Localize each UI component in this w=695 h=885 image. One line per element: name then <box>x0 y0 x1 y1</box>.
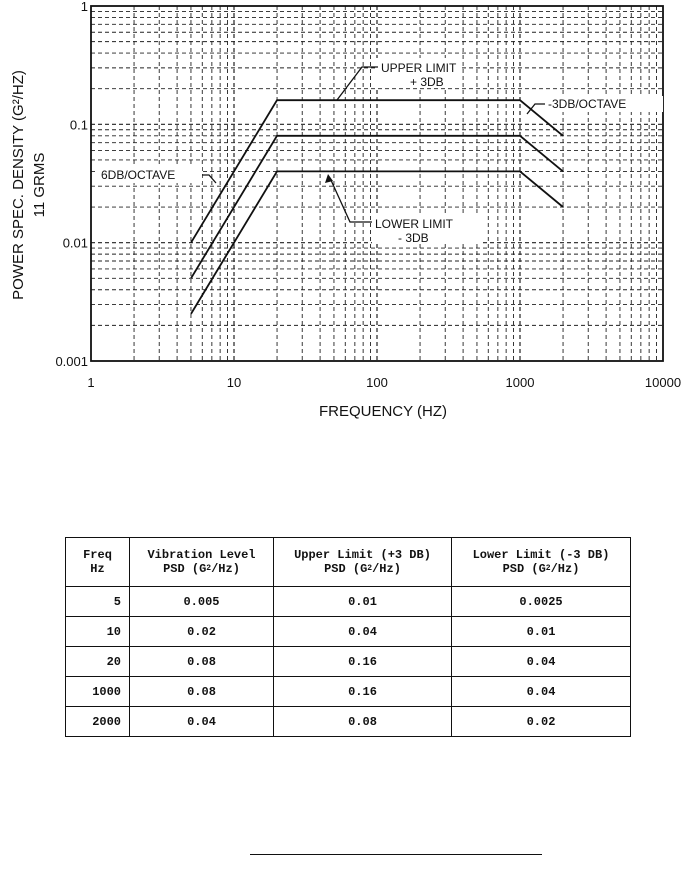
cell-upper: 0.08 <box>274 707 452 737</box>
cell-upper: 0.04 <box>274 617 452 647</box>
psd-chart <box>0 0 695 440</box>
y-axis-sublabel: 11 GRMS <box>31 152 48 218</box>
header-unit-sup: 2 <box>367 564 373 573</box>
header-label: Upper Limit (+3 DB) <box>294 548 431 562</box>
header-upper-limit <box>274 538 452 587</box>
cell-freq: 2000 <box>66 707 130 737</box>
table-row <box>66 677 631 707</box>
table-header-row <box>66 538 631 587</box>
cell-upper: 0.16 <box>274 677 452 707</box>
header-unit: PSD (G <box>324 562 368 576</box>
y-axis-label: POWER SPEC. DENSITY (G²/HZ) <box>10 70 27 300</box>
header-unit: PSD (G <box>163 562 207 576</box>
cell-vibration: 0.04 <box>130 707 274 737</box>
annotation-upper-limit-db: + 3DB <box>410 75 444 89</box>
cell-freq: 20 <box>66 647 130 677</box>
header-unit-sup: 2 <box>206 564 212 573</box>
x-axis-label: FREQUENCY (HZ) <box>318 403 448 420</box>
annotation-minus3db-octave: -3DB/OCTAVE <box>548 97 627 111</box>
table-row <box>66 587 631 617</box>
annotation-lower-leader <box>330 178 372 222</box>
annotation-6db-octave: 6DB/OCTAVE <box>101 168 176 182</box>
cell-lower: 0.04 <box>452 677 631 707</box>
header-label: Vibration Level <box>147 548 256 562</box>
cell-freq: 10 <box>66 617 130 647</box>
header-unit: PSD (G <box>502 562 546 576</box>
y-tick-label: 1 <box>80 0 88 14</box>
cell-upper: 0.01 <box>274 587 452 617</box>
cell-upper: 0.16 <box>274 647 452 677</box>
y-tick-label: 0.01 <box>62 235 88 251</box>
header-label: Lower Limit (-3 DB) <box>472 548 610 562</box>
cell-vibration: 0.08 <box>130 677 274 707</box>
y-axis-label-group <box>10 70 27 300</box>
table-row <box>66 647 631 677</box>
tick-labels <box>55 0 681 390</box>
header-lower-limit <box>452 538 631 587</box>
footer-rule <box>250 854 542 855</box>
cell-lower: 0.02 <box>452 707 631 737</box>
header-unit: Hz <box>90 562 105 576</box>
header-unit: /Hz) <box>372 562 401 576</box>
chart-annotations <box>98 58 663 245</box>
header-unit-sup: 2 <box>545 564 551 573</box>
y-tick-label: 0.1 <box>69 117 88 133</box>
x-tick-label: 100 <box>366 375 388 390</box>
y-axis-sublabel-group <box>31 153 48 218</box>
annotation-lower-limit: LOWER LIMIT <box>375 217 454 231</box>
x-tick-label: 10000 <box>644 375 682 390</box>
cell-freq: 5 <box>66 587 130 617</box>
annotation-lower-limit-db: - 3DB <box>398 231 429 245</box>
annotation-upper-limit: UPPER LIMIT <box>381 61 457 75</box>
cell-vibration: 0.02 <box>130 617 274 647</box>
table-row <box>66 617 631 647</box>
header-vibration-level <box>130 538 274 587</box>
header-unit: /Hz) <box>211 562 240 576</box>
cell-lower: 0.04 <box>452 647 631 677</box>
header-unit: /Hz) <box>550 562 580 576</box>
cell-vibration: 0.005 <box>130 587 274 617</box>
psd-table <box>65 537 631 737</box>
annotation-6db-leader <box>202 175 216 183</box>
cell-lower: 0.01 <box>452 617 631 647</box>
cell-lower: 0.0025 <box>452 587 631 617</box>
cell-freq: 1000 <box>66 677 130 707</box>
header-label: Freq <box>83 548 112 562</box>
x-tick-label: 10 <box>226 375 242 390</box>
table-row <box>66 707 631 737</box>
annotation-upper-leader <box>337 67 378 100</box>
header-freq <box>66 538 130 587</box>
y-tick-label: 0.001 <box>55 354 88 369</box>
x-tick-label: 1000 <box>505 375 535 390</box>
cell-vibration: 0.08 <box>130 647 274 677</box>
x-tick-label: 1 <box>87 375 95 390</box>
